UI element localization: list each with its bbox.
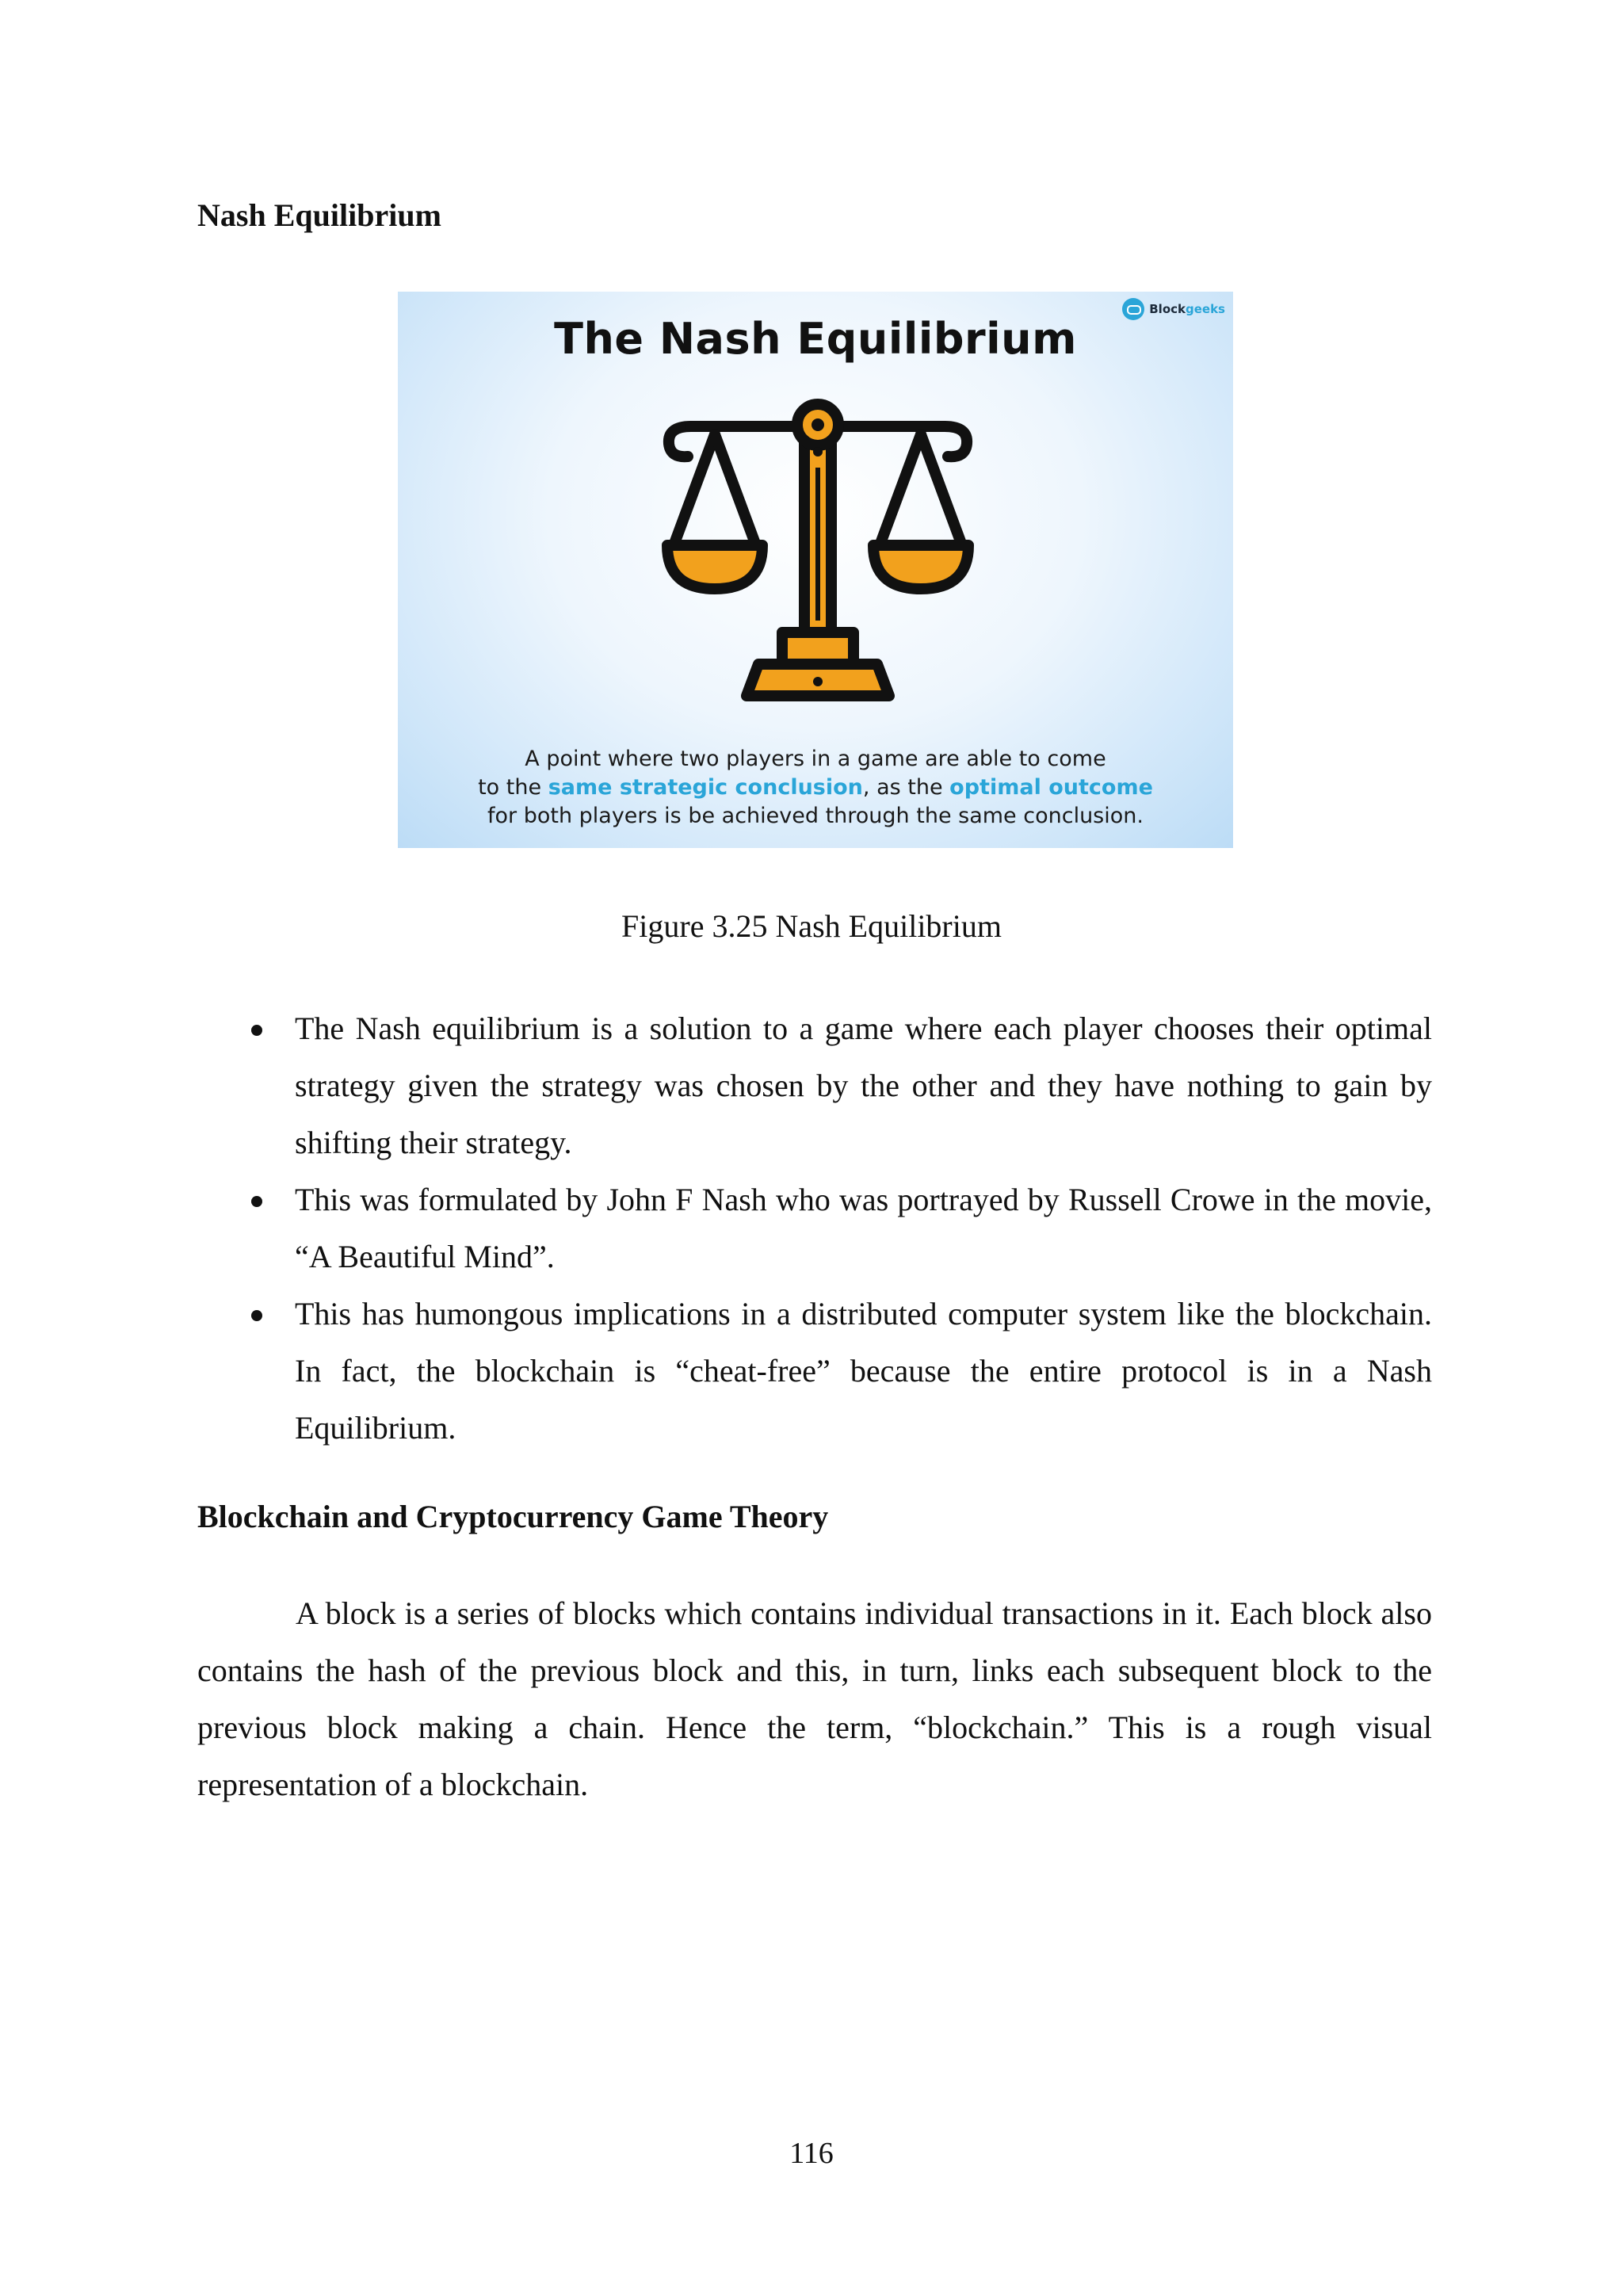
highlight-same-strategic-conclusion: same strategic conclusion <box>548 775 863 800</box>
figure-inner-caption <box>398 745 1233 831</box>
figure-title: The Nash Equilibrium <box>554 314 1077 364</box>
figure-caption-line2: to the same strategic conclusion, as the optimal outcome <box>478 775 1153 800</box>
highlight-optimal-outcome: optimal outcome <box>949 775 1153 800</box>
nash-equilibrium-figure <box>398 292 1233 848</box>
list-item: This has humongous implications in a distributed computer system like the blockchain. In fact, the blockchain is “cheat-free” because the entire protocol is in a Nash Equilibrium. <box>295 1286 1432 1457</box>
section-heading-nash-equilibrium: Nash Equilibrium <box>197 197 441 233</box>
figure-caption: Figure 3.25 Nash Equilibrium <box>621 908 1002 944</box>
page-number: 116 <box>789 2137 834 2170</box>
logo-text-part2: geeks <box>1186 302 1225 316</box>
list-item: This was formulated by John F Nash who was portrayed by Russell Crowe in the movie, “A Beautiful Mind”. <box>295 1171 1432 1286</box>
list-item: The Nash equilibrium is a solution to a game where each player chooses their optimal strategy given the strategy was chosen by the other and they have nothing to gain by shifting their strategy. <box>295 1000 1432 1171</box>
balance-scale-icon <box>643 395 992 728</box>
section-heading-blockchain-game-theory: Blockchain and Cryptocurrency Game Theory <box>197 1499 829 1534</box>
bullet-list <box>295 1000 1432 1457</box>
logo-text-part1: Block <box>1149 302 1186 316</box>
body-paragraph: A block is a series of blocks which contains individual transactions in it. Each block also contains the hash of the previous block and this, in turn, links each subsequent block to the previous block making a chain. Hence the term, “blockchain.” This is a rough visual representation of a blockchain. <box>197 1595 1432 1802</box>
figure-caption-line3: for both players is be achieved through the same conclusion. <box>487 804 1144 828</box>
figure-caption-line1: A point where two players in a game are able to come <box>525 747 1106 771</box>
